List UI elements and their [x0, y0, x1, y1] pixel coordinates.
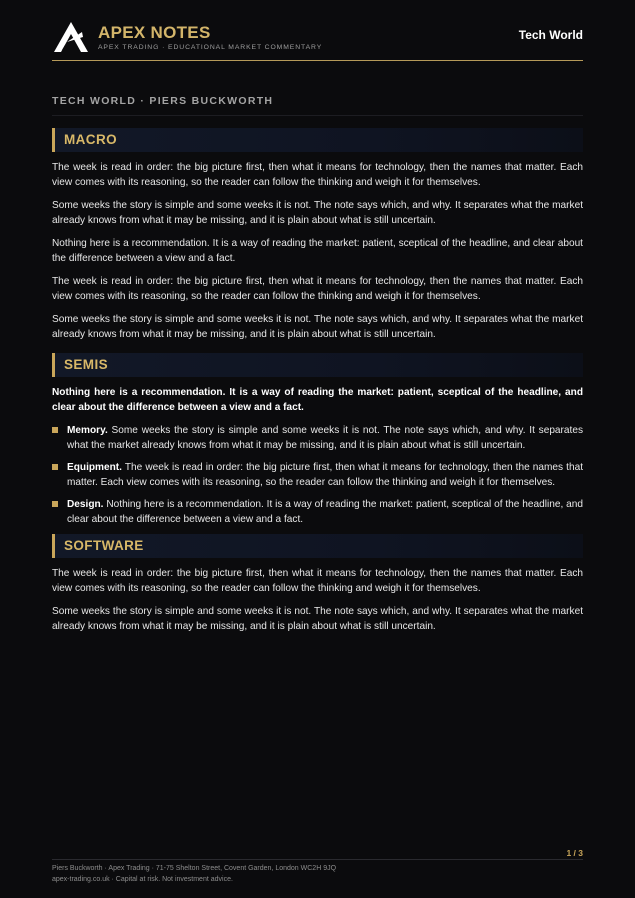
byline-kicker: TECH WORLD · PIERS BUCKWORTH: [52, 95, 274, 107]
square-bullet-icon: [52, 427, 58, 433]
list-item: [52, 497, 583, 527]
page-number: 1 / 3: [566, 848, 583, 858]
brand-title: APEX NOTES: [98, 23, 211, 42]
bullet-term: Memory.: [67, 425, 108, 436]
macro-paragraph: Nothing here is a recommendation. It is a way of reading the market: patient, sceptical of the headline, and clear about the difference between a view and a fact.: [52, 238, 583, 264]
kicker-divider: [52, 115, 583, 116]
publication-label: Tech World: [518, 28, 583, 42]
square-bullet-icon: [52, 501, 58, 507]
section-heading-software: SOFTWARE: [52, 534, 583, 558]
list-item: [52, 460, 583, 490]
section-heading-semis: SEMIS: [52, 353, 583, 377]
macro-paragraph: Some weeks the story is simple and some weeks it is not. The note says which, and why. It separates what the market already knows from what it may be missing, and it is plain about what is still uncertain.: [52, 314, 583, 340]
bullet-text: The week is read in order: the big picture first, then what it means for technology, then the names that matter. Each view comes with its reasoning, so the reader can follow the thinking and weigh it for themselves.: [67, 462, 584, 488]
list-item: [52, 423, 583, 453]
article-content: [52, 128, 583, 634]
software-paragraph: Some weeks the story is simple and some weeks it is not. The note says which, and why. It separates what the market already knows from what it may be missing, and it is plain about what is still uncertain.: [52, 606, 583, 632]
semis-lead-paragraph: Nothing here is a recommendation. It is a way of reading the market: patient, sceptical of the headline, and clear about the difference between a view and a fact.: [52, 387, 583, 413]
footer-divider: [52, 859, 583, 860]
brand-subtitle: APEX TRADING · EDUCATIONAL MARKET COMMENTARY: [98, 44, 323, 51]
apex-triangle-logo-icon: [52, 20, 90, 54]
footer-disclaimer: apex-trading.co.uk · Capital at risk. Not investment advice.: [52, 876, 233, 883]
brand-block: [98, 23, 322, 51]
bullet-text: Some weeks the story is simple and some weeks it is not. The note says which, and why. It separates what the market already knows from what it may be missing, and it is plain about what is still uncertain.: [67, 425, 583, 451]
macro-paragraph: Some weeks the story is simple and some weeks it is not. The note says which, and why. It separates what the market already knows from what it may be missing, and it is plain about what is still uncertain.: [52, 200, 583, 226]
semis-bullet-list: [52, 423, 583, 527]
macro-paragraph: The week is read in order: the big picture first, then what it means for technology, then the names that matter. Each view comes with its reasoning, so the reader can follow the thinking and weigh it for themselves.: [52, 162, 583, 188]
software-paragraph: The week is read in order: the big picture first, then what it means for technology, then the names that matter. Each view comes with its reasoning, so the reader can follow the thinking and weigh it for themselves.: [52, 568, 583, 594]
square-bullet-icon: [52, 464, 58, 470]
footer-address: Piers Buckworth · Apex Trading · 71-75 Shelton Street, Covent Garden, London WC2H 9JQ: [52, 865, 337, 872]
macro-paragraph: The week is read in order: the big picture first, then what it means for technology, then the names that matter. Each view comes with its reasoning, so the reader can follow the thinking and weigh it for themselves.: [52, 276, 583, 302]
bullet-term: Design.: [67, 499, 104, 510]
bullet-term: Equipment.: [67, 462, 122, 473]
document-page: [52, 0, 583, 898]
section-heading-macro: MACRO: [52, 128, 583, 152]
page-header: [52, 20, 583, 61]
bullet-text: Nothing here is a recommendation. It is a way of reading the market: patient, sceptical of the headline, and clear about the difference between a view and a fact.: [67, 499, 583, 525]
